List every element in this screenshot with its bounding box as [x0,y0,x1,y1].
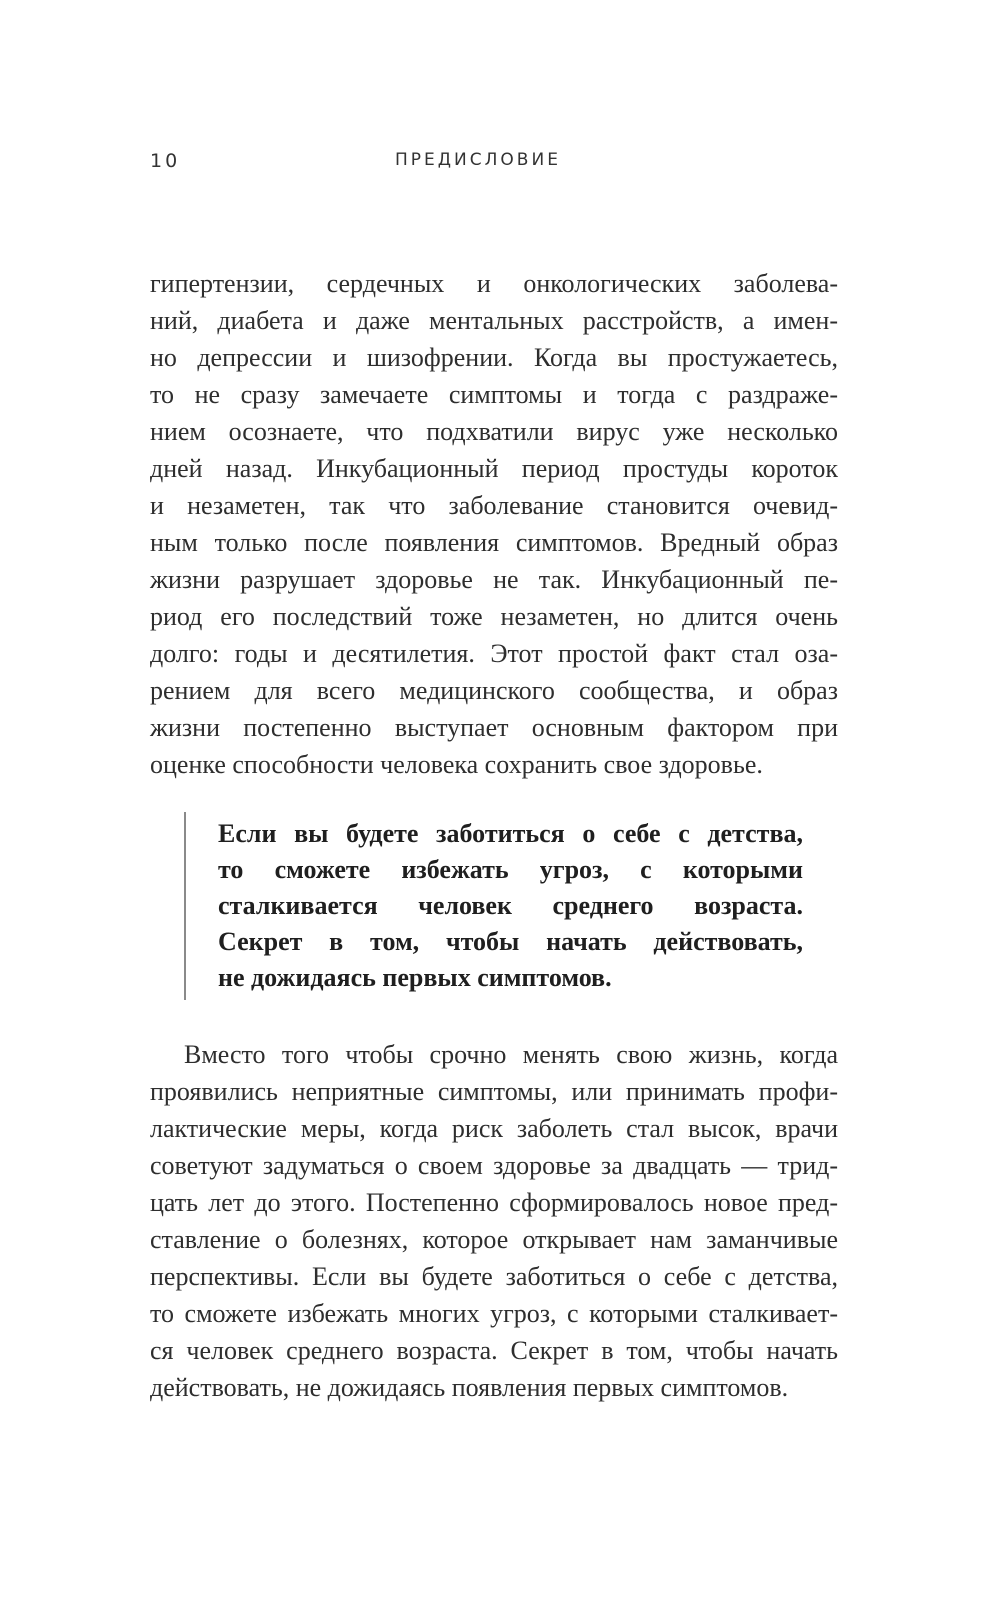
text-line: ся человек среднего возраста. Секрет в том, чтобы начать [150,1336,838,1365]
pullquote-line: сталкивается человек среднего возраста. [218,891,803,920]
pullquote-line: не дожидаясь первых симптомов. [218,963,612,992]
text-line: гипертензии, сердечных и онкологических заболева- [150,269,838,298]
running-head [150,150,840,174]
page-number: 10 [150,150,181,172]
text-line: рением для всего медицинского сообщества, и образ [150,676,838,705]
text-line: лактические меры, когда риск заболеть стал высок, врачи [150,1114,838,1143]
pullquote-line: Секрет в том, чтобы начать действовать, [218,927,803,956]
text-line: жизни постепенно выступает основным фактором при [150,713,838,742]
text-line: оценке способности человека сохранить свое здоровье. [150,750,763,779]
pullquote [184,812,806,1000]
text-line: советуют задуматься о своем здоровье за двадцать — трид- [150,1151,838,1180]
text-line: дней назад. Инкубационный период простуды короток [150,454,838,483]
text-line: действовать, не дожидаясь появления первых симптомов. [150,1373,789,1402]
body-paragraph-2 [150,1036,838,1406]
text-line: и незаметен, так что заболевание становится очевид- [150,491,838,520]
text-line: но депрессии и шизофрении. Когда вы простужаетесь, [150,343,838,372]
text-line: нием осознаете, что подхватили вирус уже несколько [150,417,838,446]
pullquote-text [218,816,803,996]
text-line: то сможете избежать многих угроз, с которыми сталкивает- [150,1299,838,1328]
pullquote-line: Если вы будете заботиться о себе с детства, [218,819,803,848]
text-line: цать лет до этого. Постепенно сформировалось новое пред- [150,1188,838,1217]
text-line: то не сразу замечаете симптомы и тогда с раздраже- [150,380,838,409]
pullquote-line: то сможете избежать угроз, с которыми [218,855,803,884]
text-line: ний, диабета и даже ментальных расстройств, а имен- [150,306,838,335]
text-line: риод его последствий тоже незаметен, но длится очень [150,602,838,631]
text-line: ставление о болезнях, которое открывает нам заманчивые [150,1225,838,1254]
text-line: Вместо того чтобы срочно менять свою жизнь, когда [184,1040,838,1069]
text-line: жизни разрушает здоровье не так. Инкубационный пе- [150,565,838,594]
text-line: проявились неприятные симптомы, или принимать профи- [150,1077,838,1106]
text-line: ным только после появления симптомов. Вредный образ [150,528,838,557]
text-line: перспективы. Если вы будете заботиться о себе с детства, [150,1262,838,1291]
chapter-title: ПРЕДИСЛОВИЕ [395,150,561,170]
body-paragraph-1 [150,265,838,783]
text-line: долго: годы и десятилетия. Этот простой факт стал оза- [150,639,838,668]
